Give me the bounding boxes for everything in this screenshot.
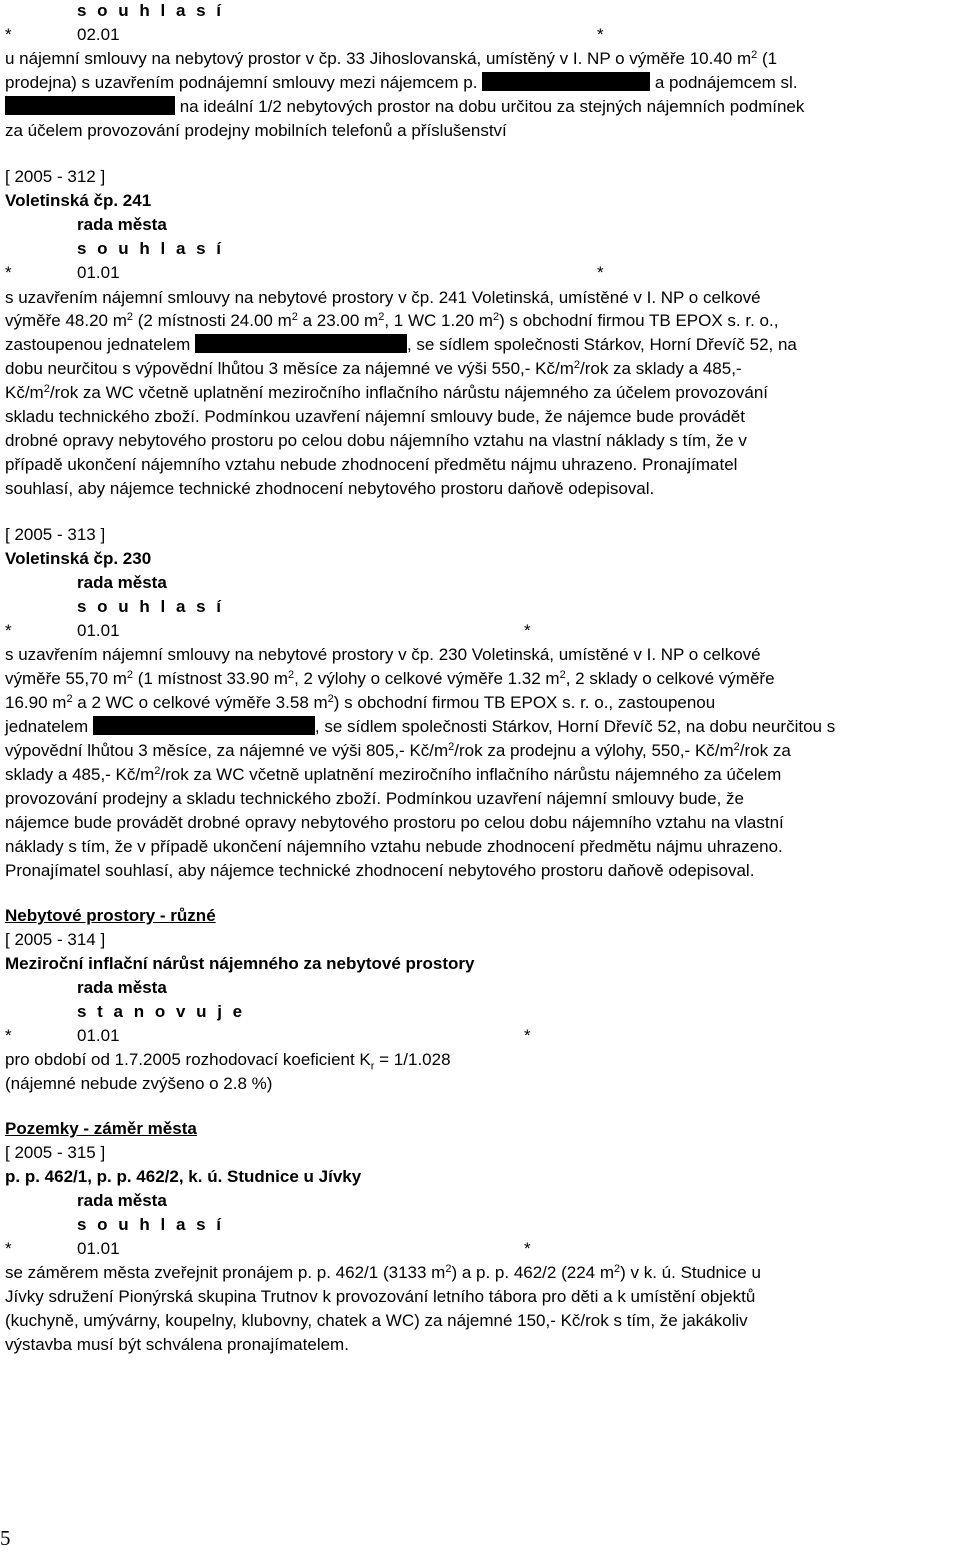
resolution-verb: s o u h l a s í bbox=[77, 1, 225, 20]
item-star-right: * bbox=[524, 1026, 531, 1045]
resolution-ref: [ 2005 - 312 ] bbox=[5, 167, 106, 186]
paragraph-line: s uzavřením nájemní smlouvy na nebytové prostory v čp. 230 Voletinská, umístěné v I. NP o celkové bbox=[5, 645, 761, 664]
paragraph-line: drobné opravy nebytového prostoru po celou dobu nájemního vztahu na vlastní náklady s tím, že v bbox=[5, 431, 747, 450]
resolution-body: rada města bbox=[77, 573, 167, 592]
item-number: 01.01 bbox=[77, 1239, 120, 1258]
paragraph-line: (nájemné nebude zvýšeno o 2.8 %) bbox=[5, 1074, 273, 1093]
paragraph-line: za účelem provozování prodejny mobilních telefonů a příslušenství bbox=[5, 121, 507, 140]
paragraph-line: 16.90 $m^2$ a 2 WC o celkové výměře 3.58 $m^2$) s obchodní firmou TB EPOX s. r. o., zastoupenou bbox=[5, 693, 716, 712]
section-heading: Nebytové prostory - různé bbox=[5, 906, 216, 925]
redacted-name bbox=[93, 716, 315, 735]
paragraph-line: případě ukončení nájemního vztahu nebude zhodnocení předmětu nájmu uhrazeno. Pronajímatel bbox=[5, 455, 738, 474]
item-star-left: * bbox=[5, 1026, 12, 1045]
paragraph-line: zastoupenou jednatelem , se sídlem společnosti Stárkov, Horní Dřevíč 52, na bbox=[5, 335, 797, 354]
redacted-name bbox=[482, 72, 650, 91]
paragraph-line: náklady s tím, že v případě ukončení nájemního vztahu nebude zhodnocení předmětu nájmu uhrazeno. bbox=[5, 837, 783, 856]
redacted-name bbox=[195, 334, 407, 353]
resolution-title: Voletinská čp. 241 bbox=[5, 191, 152, 210]
paragraph-line: nájemce bude provádět drobné opravy nebytového prostoru po celou dobu nájemního vztahu na vlastní bbox=[5, 813, 784, 832]
paragraph-line: provozování prodejny a skladu technického zboží. Podmínkou uzavření nájemní smlouvy bude, že bbox=[5, 789, 744, 808]
page-number: 5 bbox=[0, 1526, 11, 1550]
paragraph-line: sklady a 485,- $Kč/m^2$/rok za WC včetně uplatnění meziročního inflačního nárůstu nájemného za účelem bbox=[5, 765, 782, 784]
paragraph-line: skladu technického zboží. Podmínkou uzavření nájemní smlouvy bude, že nájemce bude provádět bbox=[5, 407, 745, 426]
item-star-right: * bbox=[524, 621, 531, 640]
resolution-verb: s o u h l a s í bbox=[77, 1215, 225, 1234]
resolution-verb: s o u h l a s í bbox=[77, 597, 225, 616]
item-star-left: * bbox=[5, 621, 12, 640]
item-star-right: * bbox=[524, 1239, 531, 1258]
resolution-ref: [ 2005 - 315 ] bbox=[5, 1143, 106, 1162]
item-star-right: * bbox=[597, 25, 604, 44]
paragraph-line: dobu neurčitou s výpovědní lhůtou 3 měsíce za nájemné ve výši 550,- $Kč/m^2$/rok za sklady a 485,- bbox=[5, 359, 742, 378]
paragraph-line: výstavba musí být schválena pronajímatelem. bbox=[5, 1335, 349, 1354]
resolution-title: Meziroční inflační nárůst nájemného za nebytové prostory bbox=[5, 954, 475, 973]
item-number: 01.01 bbox=[77, 1026, 120, 1045]
resolution-verb: s t a n o v u j e bbox=[77, 1002, 246, 1021]
resolution-title: Voletinská čp. 230 bbox=[5, 549, 152, 568]
paragraph-line: $Kč/m^2$/rok za WC včetně uplatnění meziročního inflačního nárůstu nájemného za účelem provozování bbox=[5, 383, 769, 402]
paragraph-line: u nájemní smlouvy na nebytový prostor v čp. 33 Jihoslovanská, umístěný v I. NP o výměře 10.40 $m^2$ (1 bbox=[5, 49, 778, 68]
item-star-left: * bbox=[5, 263, 12, 282]
paragraph-line: s uzavřením nájemní smlouvy na nebytové prostory v čp. 241 Voletinská, umístěné v I. NP o celkové bbox=[5, 288, 761, 307]
paragraph-line: se záměrem města zveřejnit pronájem p. p. 462/1 (3133 $m^2$) a p. p. 462/2 (224 $m^2$) v k. ú. Studnice u bbox=[5, 1263, 761, 1282]
paragraph-line: souhlasí, aby nájemce technické zhodnocení nebytového prostoru daňově odepisoval. bbox=[5, 479, 655, 498]
paragraph-line: na ideální 1/2 nebytových prostor na dobu určitou za stejných nájemních podmínek bbox=[5, 96, 804, 117]
paragraph-line: jednatelem , se sídlem společnosti Stárkov, Horní Dřevíč 52, na dobu neurčitou s bbox=[5, 717, 836, 736]
item-star-left: * bbox=[5, 1239, 12, 1258]
item-number: 02.01 bbox=[77, 25, 120, 44]
item-number: 01.01 bbox=[77, 263, 120, 282]
resolution-ref: [ 2005 - 313 ] bbox=[5, 525, 106, 544]
paragraph-line: Jívky sdružení Pionýrská skupina Trutnov k provozování letního tábora pro děti a k umístění objektů bbox=[5, 1287, 756, 1306]
paragraph-line: Pronajímatel souhlasí, aby nájemce technické zhodnocení nebytového prostoru daňově odepisoval. bbox=[5, 861, 755, 880]
paragraph-line: prodejna) s uzavřením podnájemní smlouvy mezi nájemcem p. a podnájemcem sl. bbox=[5, 73, 798, 92]
resolution-verb: s o u h l a s í bbox=[77, 239, 225, 258]
item-star-right: * bbox=[597, 263, 604, 282]
resolution-title: p. p. 462/1, p. p. 462/2, k. ú. Studnice u Jívky bbox=[5, 1167, 362, 1186]
paragraph-line: výpovědní lhůtou 3 měsíce, za nájemné ve výši 805,- $Kč/m^2$/rok za prodejnu a výlohy, 550,- $Kč/m^2$/rok za bbox=[5, 741, 791, 760]
redacted-name bbox=[5, 96, 175, 115]
section-heading: Pozemky - záměr města bbox=[5, 1119, 197, 1138]
item-star-left: * bbox=[5, 25, 12, 44]
resolution-body: rada města bbox=[77, 215, 167, 234]
paragraph-line: výměře 48.20 $m^2$ (2 místnosti 24.00 $m^2$ a 23.00 $m^2$, 1 WC 1.20 $m^2$) s obchodní firmou TB EPOX s. r. o., bbox=[5, 311, 779, 330]
resolution-ref: [ 2005 - 314 ] bbox=[5, 930, 106, 949]
paragraph-line: pro období od 1.7.2005 rozhodovací koeficient $K_r = 1/1.028$ bbox=[5, 1050, 451, 1073]
resolution-body: rada města bbox=[77, 1191, 167, 1210]
paragraph-line: (kuchyně, umývárny, koupelny, klubovny, chatek a WC) za nájemné 150,- Kč/rok s tím, že jakákoliv bbox=[5, 1311, 748, 1330]
resolution-body: rada města bbox=[77, 978, 167, 997]
paragraph-line: výměře 55,70 $m^2$ (1 místnost 33.90 $m^2$, 2 výlohy o celkové výměře 1.32 $m^2$, 2 sklady o celkové výměře bbox=[5, 669, 775, 688]
item-number: 01.01 bbox=[77, 621, 120, 640]
